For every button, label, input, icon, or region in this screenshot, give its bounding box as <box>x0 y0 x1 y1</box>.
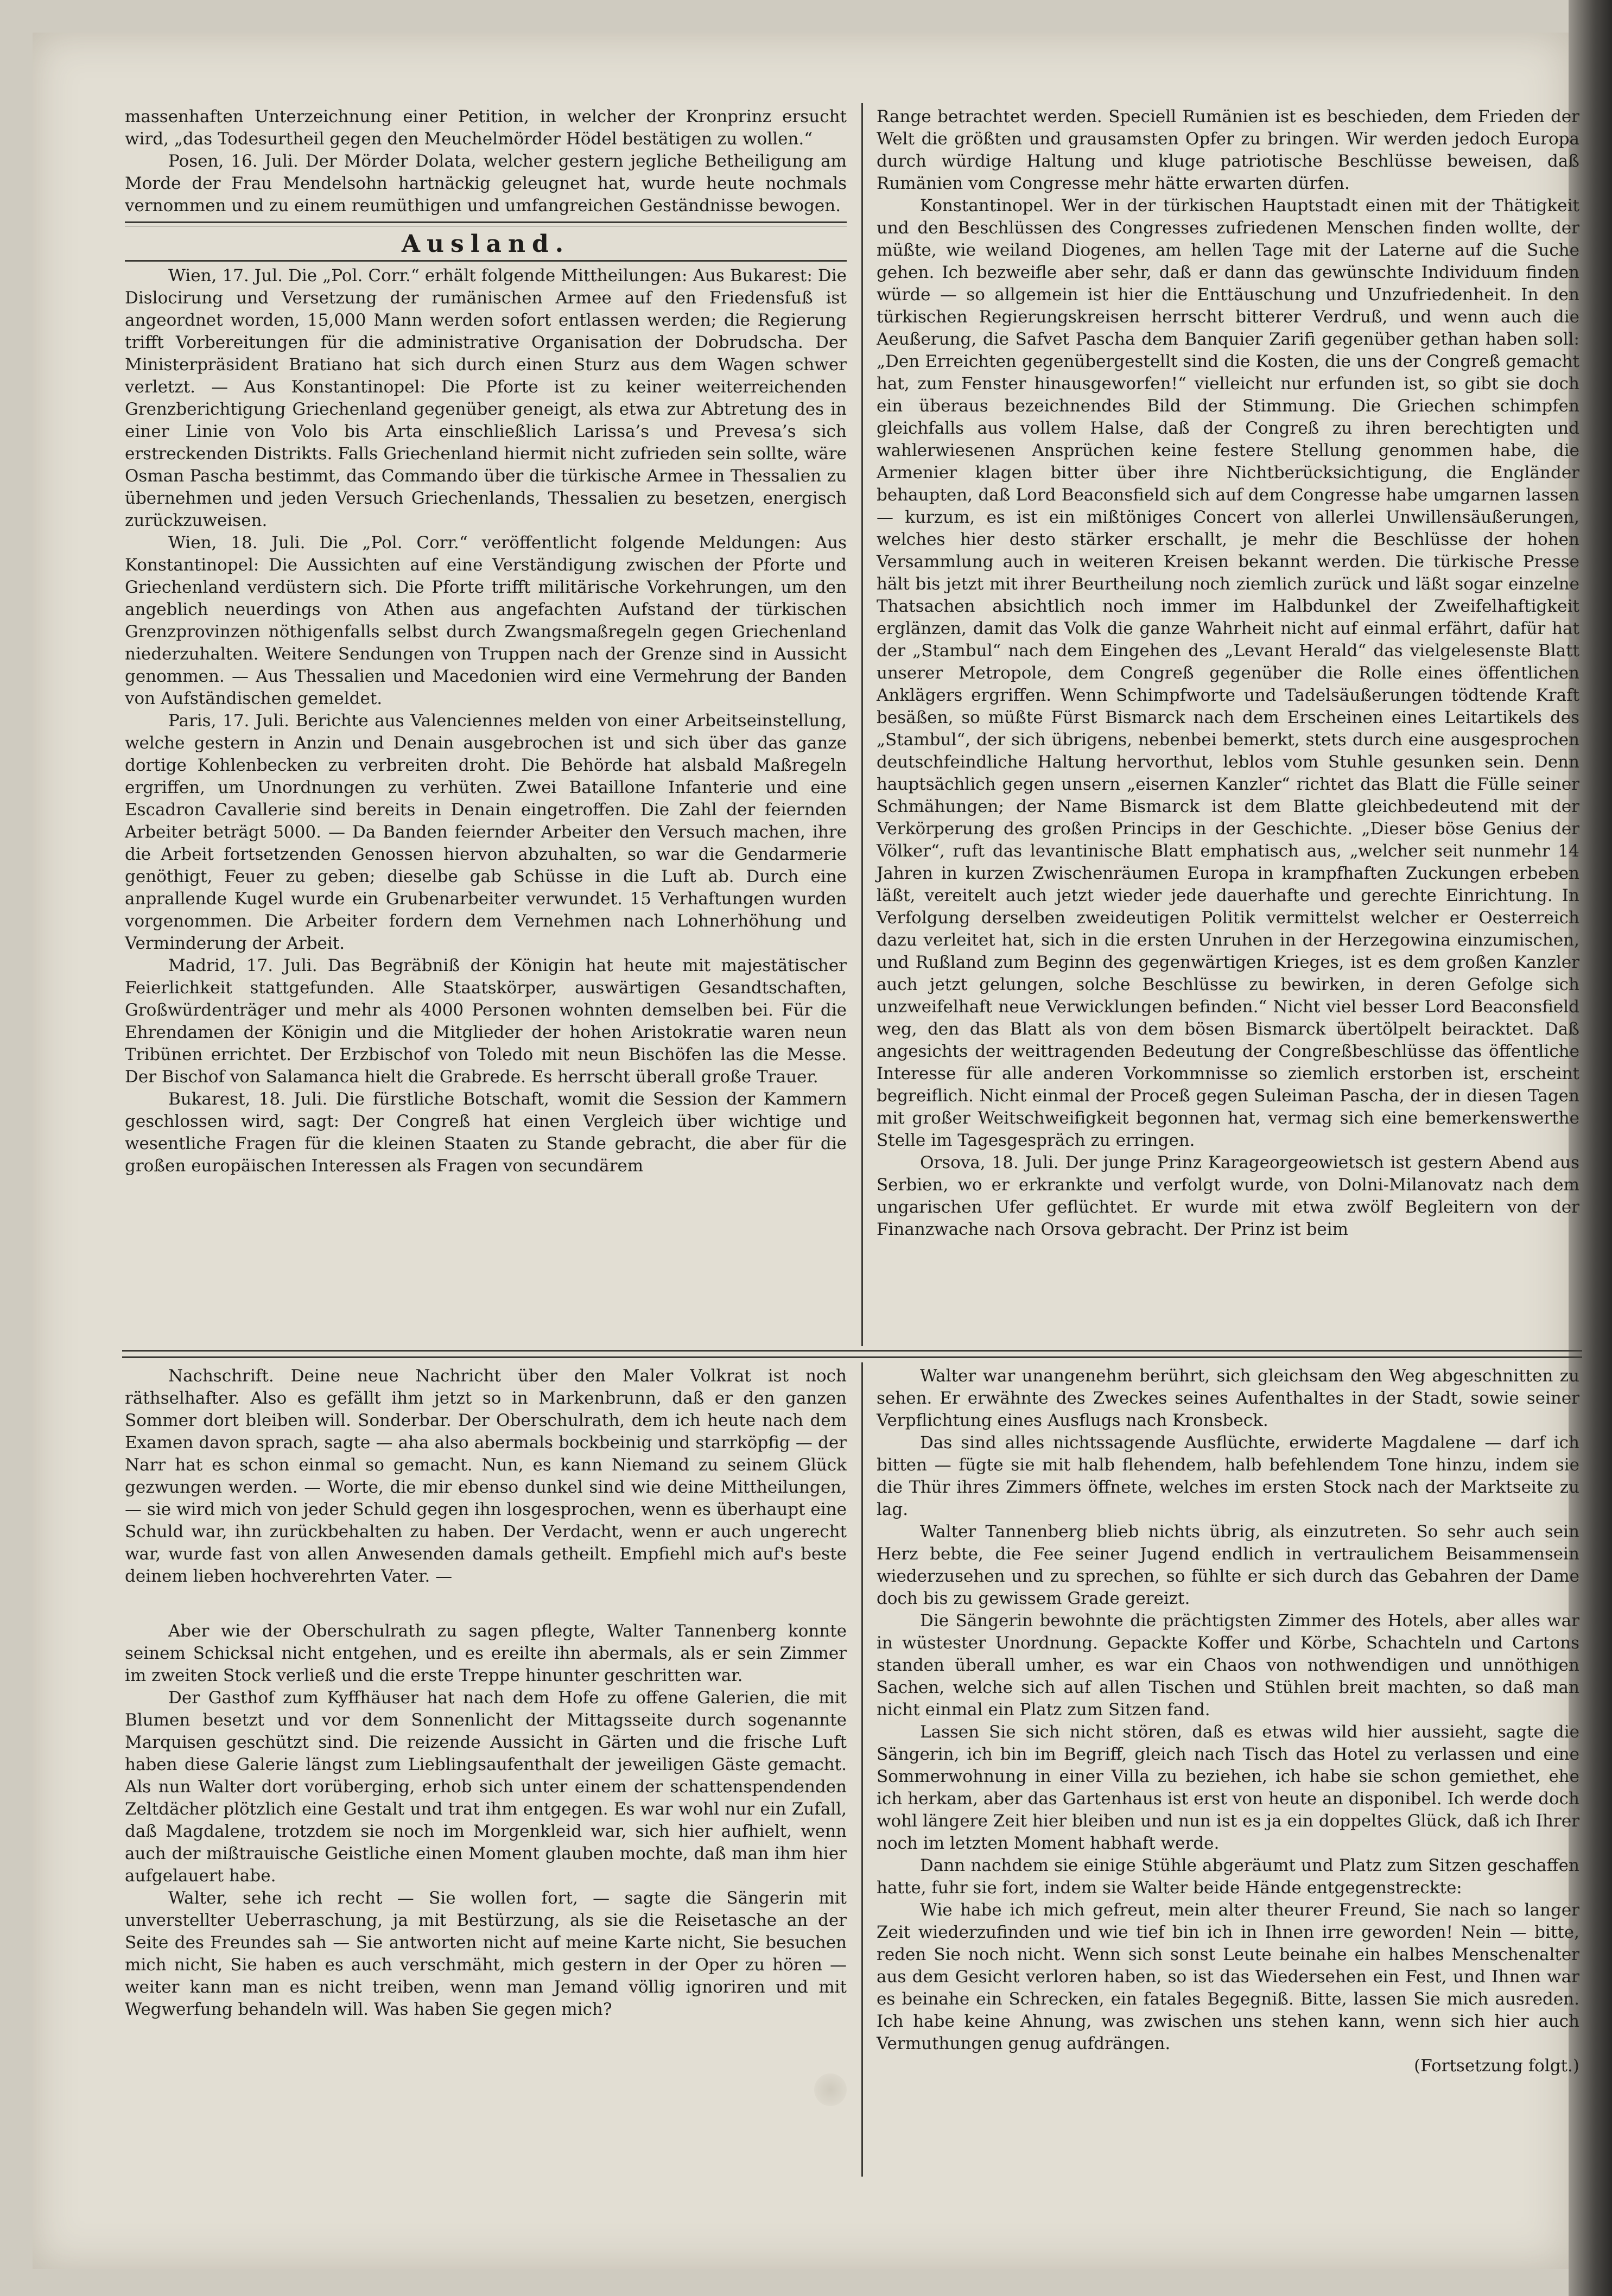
feuilleton-paragraph: Der Gasthof zum Kyffhäuser hat nach dem Hofe zu offene Galerien, die mit Blumen besetzt und vor dem Sonnenlicht der Mittagsseite durch sogenannte Marquisen geschützt sind. Die reizende Aussicht in Gärten und die frische Luft haben diese Galerie längst zum Lieblingsaufenthalt der jeweiligen Gäste gemacht. Als nun Walter dort vorüberging, erhob sich unter einem der schattenspendenden Zeltdächer plötzlich eine Gestalt und trat ihm entgegen. Es war wohl nur ein Zufall, daß Magdalene, trotzdem sie noch im Morgenkleid war, sich hier aufhielt, wenn auch der mißtrauische Geistliche einen Moment glauben mochte, daß man ihm hier aufgelauert habe. <box>125 1688 847 1886</box>
feuilleton-paragraph: Nachschrift. Deine neue Nachricht über den Maler Volkrat ist noch räthselhafter. Also es gefällt ihm jetzt so in Markenbrunn, daß er den ganzen Sommer dort bleiben will. Sonderbar. Der Oberschulrath, dem ich heute nach dem Examen davon sprach, sagte — aha also abermals bockbeinig und starrköpfig — der Narr hat es schon einmal so gemacht. Nun, es kann Niemand zu seinem Glück gezwungen werden. — Worte, die mir ebenso dunkel sind wie deine Mittheilungen, — sie wird mich von jeder Schuld gegen ihn losgesprochen, wenn es überhaupt eine Schuld war, ihn zurückbehalten zu haben. Der Verdacht, wenn er auch ungerecht war, wurde fast von allen Anwesenden damals getheilt. Empfiehl mich auf's beste deinem lieben hochverehrten Vater. — <box>125 1366 847 1586</box>
column-divider-bottom <box>861 1362 863 2177</box>
news-paragraph: Wien, 18. Juli. Die „Pol. Corr.“ veröffentlicht folgende Meldungen: Aus Konstantinopel: Die Aussichten auf eine Verständigung zwischen der Pforte und Griechenland verdüstern sich. Die Pforte trifft militärische Vorkehrungen, um den angeblich neuerdings von Athen aus angefachten Aufstand der türkischen Grenzprovinzen nöthigenfalls selbst durch Zwangsmaßregeln gegen Griechenland niederzuhalten. Weitere Sendungen von Truppen nach der Grenze sind in Aussicht genommen. — Aus Thessalien und Macedonien wird eine Vermehrung der Banden von Aufständischen gemeldet. <box>125 533 847 708</box>
news-paragraph: massenhaften Unterzeichnung einer Petition, in welcher der Kronprinz ersucht wird, „das Todesurtheil gegen den Meuchelmörder Hödel bestätigen zu wollen.“ <box>125 107 847 149</box>
news-column-right <box>877 106 1579 1241</box>
feuilleton-column-left <box>125 1365 847 2021</box>
news-paragraph: Konstantinopel. Wer in der türkischen Hauptstadt einen mit der Thätigkeit und den Beschlüssen des Congresses zufriedenen Menschen finden wollte, der müßte, wie weiland Diogenes, am hellen Tage mit der Laterne auf die Suche gehen. Ich bezweifle aber sehr, daß er dann das gewünschte Individuum finden würde — so allgemein ist hier die Enttäuschung und Unzufriedenheit. In den türkischen Regierungskreisen herrscht bitterer Verdruß, und wenn auch die Aeußerung, die Safvet Pascha dem Banquier Zarifi gegenüber gethan haben soll: „Den Erreichten gegenübergestellt sind die Kosten, die uns der Congreß gemacht hat, zum Fenster hinausgeworfen!“ vielleicht nur erfunden ist, so gibt sie doch ein überaus bezeichnendes Bild der Stimmung. Die Griechen schimpfen gleichfalls aus vollem Halse, daß der Congreß zu ihren berechtigten und wahlerwiesenen Ansprüchen keine festere Stellung genommen habe, die Armenier klagen bitter über ihre Nichtberücksichtigung, die Engländer behaupten, daß Lord Beaconsfield sich auf dem Congresse habe umgarnen lassen — kurzum, es ist ein mißtöniges Concert von allerlei Unwillensäußerungen, welches hier desto stärker erschallt, je mehr die Beschlüsse der hohen Versammlung auch in weiteren Kreisen bekannt werden. Die türkische Presse hält bis jetzt mit ihrer Beurtheilung noch ziemlich zurück und läßt sogar einzelne Thatsachen absichtlich noch immer im Halbdunkel der Zweifelhaftigkeit erglänzen, damit das Volk die ganze Wahrheit nicht auf einmal erfährt, dafür hat der „Stambul“ nach dem Eingehen des „Levant Herald“ das vielgelesenste Blatt unserer Metropole, dem Congreß gegenüber die Rolle eines öffentlichen Anklägers ergriffen. Wenn Schimpfworte und Tadelsäußerungen tödtende Kraft besäßen, so müßte Fürst Bismarck nach dem Erscheinen eines Leitartikels des „Stambul“, der sich übrigens, nebenbei bemerkt, stets durch eine ausgesprochen deutschfeindliche Haltung hervorthut, leblos vom Stuhle gesunken sein. Denn hauptsächlich gegen unsern „eisernen Kanzler“ richtet das Blatt die Fülle seiner Schmähungen; der Name Bismarck ist dem Blatte gleichbedeutend mit der Verkörperung des großen Princips in der Geschichte. „Dieser böse Genius der Völker“, ruft das levantinische Blatt emphatisch aus, „welcher seit nunmehr 14 Jahren in kurzen Zwischenräumen Europa in krampfhaften Zuckungen erbeben läßt, vereitelt auch jetzt wieder jede dauerhafte und gerechte Einrichtung. In Verfolgung derselben zweideutigen Politik vermittelst welcher er Oesterreich dazu verleitet hat, sich in die ersten Unruhen in der Herzegowina einzumischen, und Rußland zum Beginn des gegenwärtigen Krieges, ist es dem großen Kanzler auch jetzt gelungen, solche Beschlüsse zu bewirken, in deren Gefolge sich unzweifelhaft neue Verwicklungen befinden.“ Nicht viel besser Lord Beaconsfield weg, den das Blatt als von dem bösen Bismarck übertölpelt beiracktet. Daß angesichts der weittragenden Bedeutung der Congreßbeschlüsse das öffentliche Interesse für alle anderen Vorkommnisse so ziemlich erstorben ist, erscheint begreiflich. Nicht einmal der Proceß gegen Suleiman Pascha, der in diesen Tagen mit großer Weitschweifigkeit begonnen hat, vermag sich eine bemerkenswerthe Stelle im Tagesgespräch zu erringen. <box>877 196 1579 1150</box>
news-paragraph: Wien, 17. Jul. Die „Pol. Corr.“ erhält folgende Mittheilungen: Aus Bukarest: Die Dislocirung und Versetzung der rumänischen Armee auf den Friedensfuß ist angeordnet worden, 15,000 Mann werden sofort entlassen werden; die Regierung trifft Vorbereitungen für die administrative Organisation der Dobrudscha. Der Ministerpräsident Bratiano hat sich durch einen Sturz aus dem Wagen schwer verletzt. — Aus Konstantinopel: Die Pforte ist zu keiner weiterreichenden Grenzberichtigung Griechenland gegenüber geneigt, als etwa zur Abtretung des in einer Linie von Volo bis Arta einschließlich Larissa’s und Prevesa’s sich erstreckenden Distrikts. Falls Griechenland hiermit nicht zufrieden sein sollte, wäre Osman Pascha bestimmt, das Commando über die türkische Armee in Thessalien zu übernehmen und jeden Versuch Griechenlands, Thessalien zu besetzen, energisch zurückzuweisen. <box>125 266 847 530</box>
news-paragraph: Posen, 16. Juli. Der Mörder Dolata, welcher gestern jegliche Betheiligung am Morde der Frau Mendelsohn hartnäckig geleugnet hat, wurde heute nochmals vernommen und zu einem reumüthigen und umfangreichen Geständnisse bewogen. <box>125 151 847 215</box>
paper-stain <box>814 2073 847 2106</box>
feuilleton-paragraph: Die Sängerin bewohnte die prächtigsten Zimmer des Hotels, aber alles war in wüstester Unordnung. Gepackte Koffer und Körbe, Schachteln und Cartons standen überall umher, es war ein Chaos von nothwendigen und unnöthigen Sachen, welche sich auf allen Tischen und Stühlen breit machten, so daß man nicht einmal ein Platz zum Sitzen fand. <box>877 1611 1579 1720</box>
news-paragraph: Madrid, 17. Juli. Das Begräbniß der Königin hat heute mit majestätischer Feierlichkeit stattgefunden. Alle Staatskörper, auswärtigen Gesandtschaften, Großwürdenträger und mehr als 4000 Personen wohnten demselben bei. Für die Ehrendamen der Königin und die Mitglieder der hohen Aristokratie waren neun Tribünen errichtet. Der Erzbischof von Toledo mit neun Bischöfen las die Messe. Der Bischof von Salamanca hielt die Grabrede. Es herrscht überall große Trauer. <box>125 956 847 1087</box>
continuation-note: (Fortsetzung folgt.) <box>1414 2056 1579 2076</box>
section-rule <box>125 260 847 262</box>
feuilleton-divider <box>122 1350 1582 1358</box>
feuilleton-paragraph: Walter Tannenberg blieb nichts übrig, als einzutreten. So sehr auch sein Herz bebte, die Fee seiner Jugend endlich in vertraulichem Beisammensein wiederzusehen und zu sprechen, so fühlte er sich durch das Gebahren der Dame doch bis zu gewissem Grade gereizt. <box>877 1522 1579 1608</box>
section-rule <box>125 221 847 226</box>
news-column-left <box>125 106 847 1177</box>
feuilleton-paragraph: Das sind alles nichtssagende Ausflüchte, erwiderte Magdalene — darf ich bitten — fügte sie mit halb flehendem, halb befehlendem Tone hinzu, indem sie die Thür ihres Zimmers öffnete, welches im ersten Stock nach der Marktseite zu lag. <box>877 1433 1579 1519</box>
feuilleton-paragraph: Wie habe ich mich gefreut, mein alter theurer Freund, Sie nach so langer Zeit wiederzufinden und wie tief bin ich in Ihnen irre geworden! Nein — bitte, reden Sie noch nicht. Wenn sich sonst Leute beinahe ein halbes Menschenalter aus dem Gesicht verloren haben, so ist das Wiedersehen ein Fest, und Ihnen war es beinahe ein Schrecken, ein fatales Begegniß. Bitte, lassen Sie mich ausreden. Ich habe keine Ahnung, was zwischen uns stehen kann, wenn sich hier auch Vermuthungen genug aufdrängen. <box>877 1900 1579 2053</box>
feuilleton-paragraph: Lassen Sie sich nicht stören, daß es etwas wild hier aussieht, sagte die Sängerin, ich bin im Begriff, gleich nach Tisch das Hotel zu verlassen und eine Sommerwohnung in einer Villa zu beziehen, ich habe sie schon gemiethet, ehe ich herkam, aber das Gartenhaus ist erst von heute an disponibel. Ich werde doch wohl längere Zeit hier bleiben und nun ist es ja ein doppeltes Glück, daß ich Ihrer noch im letzten Moment habhaft werde. <box>877 1722 1579 1853</box>
news-paragraph: Paris, 17. Juli. Berichte aus Valenciennes melden von einer Arbeitseinstellung, welche gestern in Anzin und Denain ausgebrochen ist und sich über das ganze dortige Kohlenbecken zu verbreiten droht. Die Behörde hat alsbald Maßregeln ergriffen, um Unordnungen zu verhüten. Zwei Bataillone Infanterie und eine Escadron Cavallerie sind bereits in Denain eingetroffen. Die Zahl der feiernden Arbeiter beträgt 5000. — Da Banden feiernder Arbeiter den Versuch machen, ihre die Arbeit fortsetzenden Genossen hiervon abzuhalten, so war die Gendarmerie genöthigt, Feuer zu geben; dieselbe gab Schüsse in die Luft ab. Durch eine anprallende Kugel wurde ein Grubenarbeiter verwundet. 15 Verhaftungen wurden vorgenommen. Die Arbeiter fordern dem Vernehmen nach Lohnerhöhung und Verminderung der Arbeit. <box>125 711 847 953</box>
feuilleton-paragraph: Walter, sehe ich recht — Sie wollen fort, — sagte die Sängerin mit unverstellter Ueberraschung, ja mit Bestürzung, als sie die Reisetasche an der Seite des Freundes sah — Sie antworten nicht auf meine Karte nicht, Sie besuchen mich nicht, Sie haben es auch verschmäht, mich gestern in der Oper zu hören — weiter kann man es nicht treiben, wenn man Jemand völlig ignoriren und mit Wegwerfung behandeln will. Was haben Sie gegen mich? <box>125 1888 847 2019</box>
news-paragraph: Bukarest, 18. Juli. Die fürstliche Botschaft, womit die Session der Kammern geschlossen wird, sagt: Der Congreß hat einen Vergleich über wichtige und wesentliche Fragen für die kleinen Staaten zu Stande gebracht, die aber für die großen europäischen Interessen als Fragen von secundärem <box>125 1089 847 1176</box>
feuilleton-column-right <box>877 1365 1579 2077</box>
feuilleton-paragraph: Dann nachdem sie einige Stühle abgeräumt und Platz zum Sitzen geschaffen hatte, fuhr sie fort, indem sie Walter beide Hände entgegenstreckte: <box>877 1856 1579 1898</box>
section-heading-ausland: Ausland. <box>401 230 570 258</box>
feuilleton-paragraph: Aber wie der Oberschulrath zu sagen pflegte, Walter Tannenberg konnte seinem Schicksal nicht entgehen, und es ereilte ihn abermals, als er sein Zimmer im zweiten Stock verließ und die erste Treppe hinunter geschritten war. <box>125 1621 847 1685</box>
news-paragraph: Orsova, 18. Juli. Der junge Prinz Karageorgeowietsch ist gestern Abend aus Serbien, wo er erkrankte und verfolgt wurde, von Dolni-Milanovatz nach dem ungarischen Ufer geflüchtet. Er wurde mit etwa zwölf Begleitern von der Finanzwache nach Orsova gebracht. Der Prinz ist beim <box>877 1153 1579 1239</box>
feuilleton-paragraph: Walter war unangenehm berührt, sich gleichsam den Weg abgeschnitten zu sehen. Er erwähnte des Zweckes seines Aufenthaltes in der Stadt, sowie seiner Verpflichtung eines Ausflugs nach Kronsbeck. <box>877 1366 1579 1430</box>
news-paragraph: Range betrachtet werden. Speciell Rumänien ist es beschieden, dem Frieden der Welt die größten und grausamsten Opfer zu bringen. Wir werden jedoch Europa durch würdige Haltung und kluge patriotische Beschlüsse beweisen, daß Rumänien vom Congresse mehr hätte erwarten dürfen. <box>877 107 1579 193</box>
paragraph-gap <box>125 1588 847 1620</box>
column-divider-top <box>861 103 863 1346</box>
